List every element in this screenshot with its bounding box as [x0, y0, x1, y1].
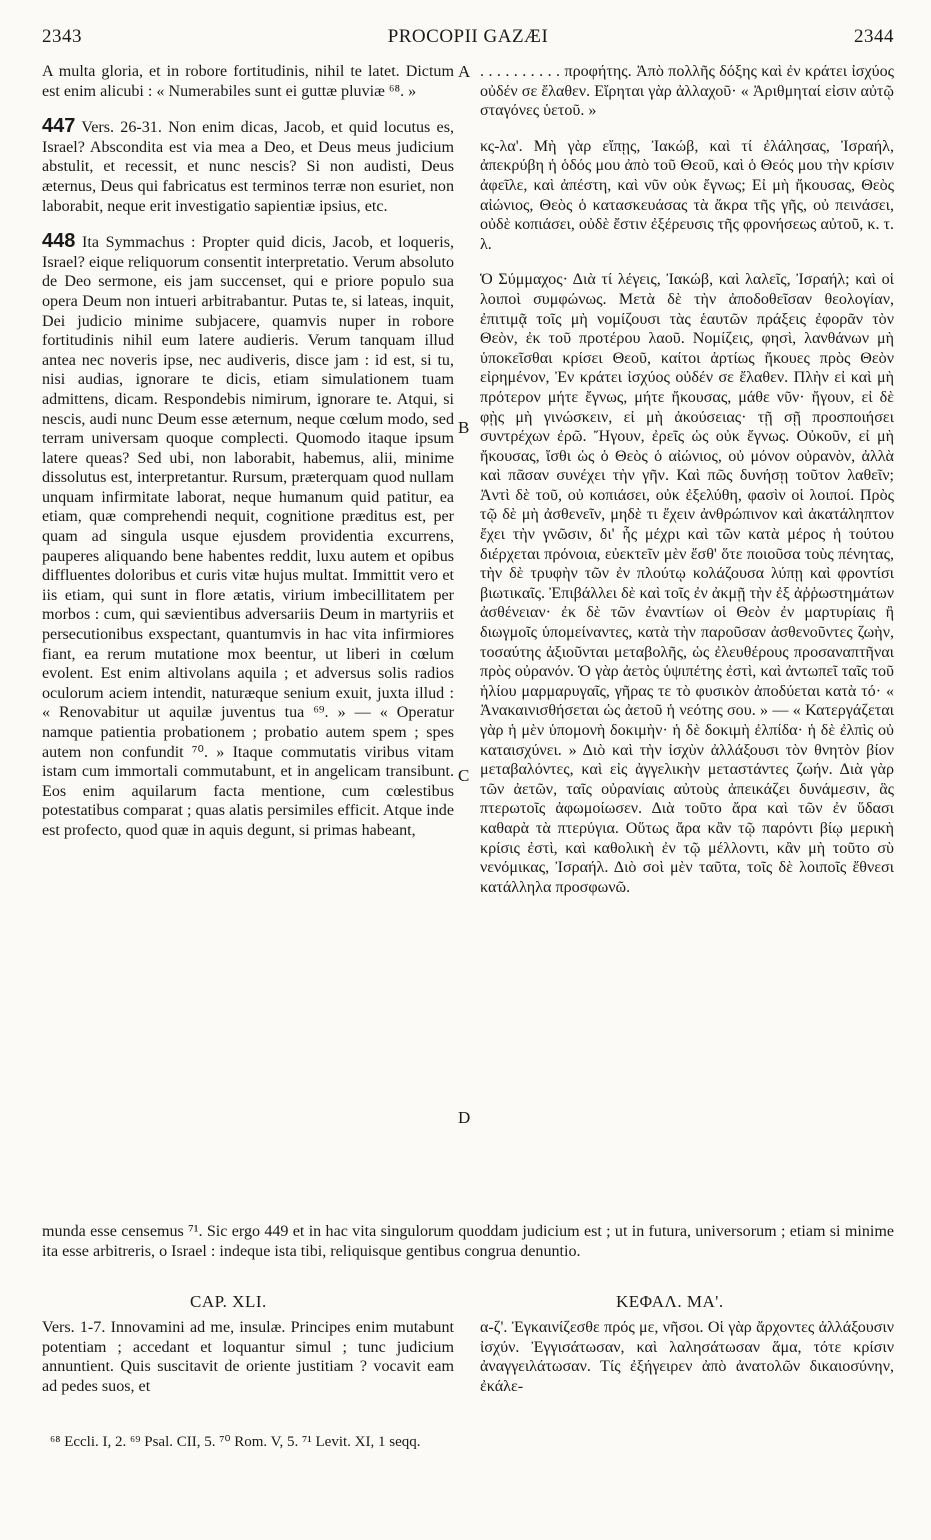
- latin-paragraph-2: [42, 117, 454, 216]
- margin-letter-a: A: [458, 62, 471, 81]
- greek-paragraph-2: κς-λα'. Μὴ γὰρ εἴπῃς, Ἰακώβ, καὶ τί ἐλάλησας, Ἰσραήλ, ἀπεκρύβη ἡ ὁδός μου ἀπὸ τοῦ Θεοῦ, καὶ ὁ Θεός μου τὴν κρίσιν ἀφεῖλε, καὶ ἀπέστη, καὶ νῦν οὐκ ἔγνως; Εἰ μὴ ἤκουσας, Θεὸς αἰώνιος, Θεὸς ὁ κατασκευάσας τὰ ἄκρα τῆς γῆς, οὐ πεινάσει, οὐδὲ κοπιάσει, οὐδὲ ἔστιν ἐξέρευσις τῆς φρονήσεως αὐτοῦ, κ. τ. λ.: [480, 137, 894, 253]
- page-header: [42, 26, 894, 54]
- greek-paragraph-3: Ὁ Σύμμαχος· Διὰ τί λέγεις, Ἰακώβ, καὶ λαλεῖς, Ἰσραήλ; καὶ οἱ λοιποὶ συμφώνως. Μετὰ δὲ τὴν ἀποδοθεῖσαν θεολογίαν, ἐπιτιμᾷ τοῖς μὴ νομίζουσι τὰς ἑαυτῶν πράξεις ἐφορᾶν τὸν Θεὸν, ἐκ τοῦ προτέρου λαοῦ. Νομίζεις, φησὶ, λανθάνων μὴ ὑποκεῖσθαι κρίσει Θεοῦ, καίτοι ἀρτίως ἤκουες πρὸς Θεὸν εἰρημένον, Ἐν κράτει ἰσχύος οὐδέν σε ἔλαθεν. Πλὴν εἰ καὶ μὴ πρότερον μήτε ἔγνως, μήτε ἤκουσας, μάθε νῦν· ἤγουν, εἰ δὲ φῂς μὴ γινώσκειν, εἰ μὴ ἀκούσειας· τῇ σῇ προσποιήσει συντρέχων ἐρῶ. Ἤγουν, ἐρεῖς ὡς οὐκ ἔγνως. Οὐκοῦν, εἰ μὴ ἤκουσας, ἴσθι ὡς ὁ Θεὸς ὁ αἰώνιος, οὐ μόνον οὐρανὸν, ἀλλὰ καὶ πᾶσαν συνέχει τὴν γῆν. Καὶ πῶς δυνήσῃ τοῦτον λαθεῖν; Ἀντὶ δὲ τοῦ, οὐ κοπιάσει, οὐκ ἐξελύθη, φασὶν οἱ λοιποί. Πρὸς τῷ δὲ μὴ ἀσθενεῖν, μηδὲ τι ἔχειν ἀνθρώπινον καὶ ἀκατάληπτον ἔχει τὴν γνῶσιν, δι' ἧς μέχρι καὶ τῶν κατὰ μέρος ἡ τούτου διέρχεται πρόνοια, εὐεκτεῖν μὲν ἔσθ' ὅτε ποιοῦσα τοὺς πένητας, τὴν δὲ τρυφὴν τῶν ἐν πλούτῳ κολάζουσα λύπῃ καὶ φροντίσι βιωτικαῖς. Ἐπιβάλλει δὲ καὶ τοῖς ἐν ἀκμῇ τὴν ἐξ ἀῤῥωστημάτων ἀσθένειαν· ἐκ δὲ τῶν ἐναντίων οἱ Θεὸν ἐν μαρτυρίαις ἢ διωγμοῖς ὑπομείναντες, κατὰ τὴν παροῦσαν ἀσθενοῦντες ζωὴν, τοσαύτης ἀξιοῦνται μεταβολῆς, ὡς ἐλευθέρους προσαναπτῆναι πρὸς οὐρανόν. Ὁ γὰρ ἀετὸς ὑψιπέτης ἐστὶ, καὶ ἀντωπεῖ ταῖς τοῦ ἡλίου μαρμαρυγαῖς, γῆρας τε τὸ φυσικὸν ἀποδύεται κατὰ τό· « Ἀνακαινισθήσεται ὡς ἀετοῦ ἡ νεότης σου. » — « Κατεργάζεται γὰρ ἡ μὲν ὑπομονὴ δοκιμὴν· ἡ δὲ δοκιμὴ ἐλπίδα· ἡ δὲ ἐλπὶς οὐ καταισχύνει. » Διὸ καὶ τὴν ἰσχὺν ἀλλάξουσι τὸν θνητὸν βίον μεταβαλόντες, καὶ εἰς ἀγγελικὴν μεταστάντες ζωήν. Διὰ γὰρ τῶν ἀετῶν, ταῖς οὐρανίαις αὐτοὺς ἀπεικάζει δυνάμεσιν, ἃς πτερωτοῖς ἀφωμοίωσεν. Διὰ τοῦτο ἄρα καὶ τῶν ἐν ὕδασι καθαρὰ τὰ πτερύγια. Οὕτως ἄρα κἂν τῷ παρόντι βίῳ μερικὴ κρίσις ἐστὶ, καὶ καθολικὴ ἐν τῷ μέλλοντι, κἂν μὴ τοῦτο σὺ νενόμικας, Ἰσραήλ. Διὸ σοὶ μὲν ταῦτα, τοῖς δὲ λοιποῖς ἔθνεσι κατάλληλα προσφωνῶ.: [480, 271, 894, 896]
- section-number-448: 448: [42, 230, 76, 253]
- greek-column: [480, 62, 894, 913]
- greek-paragraph-1: . . . . . . . . . . προφήτης. Ἀπὸ πολλῆς δόξης καὶ ἐν κράτει ἰσχύος οὐδέν σε ἔλαθεν. Εἴρηται γὰρ ἀλλαχοῦ· « Ἀριθμηταί εἰσιν αὐτῷ σταγόνες ὑετοῦ. »: [480, 63, 894, 120]
- margin-letter-d: D: [458, 1108, 471, 1127]
- latin-paragraph-3: [42, 232, 454, 840]
- greek-chapter-text: α-ζ'. Ἐγκαινίζεσθε πρός με, νῆσοι. Οἱ γὰρ ἄρχοντες ἀλλάξουσιν ἰσχύν. Ἐγγισάτωσαν, καὶ λαλησάτωσαν ἅμα, τότε κρίσιν ἀναγγειλάτωσαν. Τίς ἐξήγειρεν ἀπὸ ἀνατολῶν δικαιοσύνην, ἐκάλε-: [480, 1319, 894, 1395]
- section-number-447: 447: [42, 115, 76, 138]
- page-number-left: 2343: [42, 26, 82, 47]
- footnotes: ⁶⁸ Eccli. I, 2. ⁶⁹ Psal. CII, 5. ⁷⁰ Rom. V, 5. ⁷¹ Levit. XI, 1 seqq.: [50, 1434, 421, 1450]
- full-width-line: munda esse censemus ⁷¹. Sic ergo 449 et in hac vita singulorum quoddam judicium est ; ut in futura, universorum ; etiam si minime ita esse arbitreris, o Israel : indeque ista tibi, reliquisque gentibus congrua denuntio.: [42, 1223, 894, 1260]
- page-number-right: 2344: [854, 26, 894, 47]
- chapter-heading-greek: ΚΕΦΑΛ. ΜΑ'.: [616, 1292, 724, 1311]
- latin-paragraph-2-text: Vers. 26-31. Non enim dicas, Jacob, et quid locutus es, Israel? Abscondita est via mea a Deo, et Deus meus judicium abstulit, et recessit, et nunc nescis? Si non audisti, Deus æternus, Deus qui fabricatus est terminos terræ non esuriet, non laborabit, neque erit investigatio sapientiæ ipsius, etc.: [42, 119, 454, 215]
- latin-paragraph-3-text: Ita Symmachus : Propter quid dicis, Jacob, et loqueris, Israel? eique reliquorum consentit interpretatio. Verum absoluto de Deo sermone, eis jam succenset, qui e priore populo sua opera Deum non intueri arbitrabantur. Putas te, si lateas, inquit, Dei judicio minime subjacere, quamvis nuper in robore fortitudinis nihil eum latere audieris. Verum tanquam illud antea nec noveris ipse, nec audiveris, disce jam : id est, si tu, nisi audias, ignorare te dicis, etiam simulationem tuam admittens, dicam. Respondebis nimirum, ignorare te. Atqui, si nescis, audi nunc Deum esse æternum, neque cœlum modo, sed terram universam quoque complecti. Quomodo itaque ipsum latere queas? Sed ubi, non laborabit, habemus, alii, minime dissolutus est, interpretantur. Rursum, præterquam quod nullam unquam infirmitate laborat, neque humanum quid patitur, ea etiam, quæ comprehendi nequit, cognitione præditus est, per quam ad singula usque ejusdem providentia excurrens, pauperes aliquando bene habentes reddit, luxu autem et opibus diffluentes doloribus et curis vitæ hujus multat. Immittit vero et iis etiam, qui sunt in flore ætatis, virium imbecillitatem per morbos : cum, qui sævientibus adversariis Deum in martyriis et persecutionibus exspectant, quantumvis in hac vita infirmiores fiant, ea rerum mutatione mox beentur, ut liberi in cœlum evolent. Est enim altivolans aquila ; et adversus solis radios oculorum aciem intendit, naturæque senium exuit, juxta illud : « Renovabitur ut aquilæ juventus tua ⁶⁹. » — « Operatur namque patientia probationem ; probatio autem spem ; spes autem non confundit ⁷⁰. » Itaque commutatis viribus vitam istam cum immortali commutabunt, et in angelicam transibunt. Eos enim aquilarum facta mentione, cum cœlestibus potestatibus comparat ; quas alatis persimiles efficit. Atque inde est profecto, quod quæ in aquis degunt, si primas habeant,: [42, 234, 455, 839]
- latin-chapter-text: Vers. 1-7. Innovamini ad me, insulæ. Principes enim mutabunt potentiam ; accedant et loquantur simul ; tunc judicium annuntient. Quis suscitavit de oriente justitiam ? vocavit eam ad pedes suos, et: [42, 1319, 454, 1395]
- latin-paragraph-1: A multa gloria, et in robore fortitudinis, nihil te latet. Dictum est enim alicubi : « Numerabiles sunt ei guttæ pluviæ ⁶⁸. »: [42, 63, 454, 100]
- latin-column: [42, 62, 454, 857]
- running-title: PROCOPII GAZÆI: [387, 26, 549, 47]
- margin-letter-b: B: [458, 418, 470, 437]
- margin-letter-c: C: [458, 766, 470, 785]
- chapter-heading-latin: CAP. XLI.: [190, 1292, 267, 1311]
